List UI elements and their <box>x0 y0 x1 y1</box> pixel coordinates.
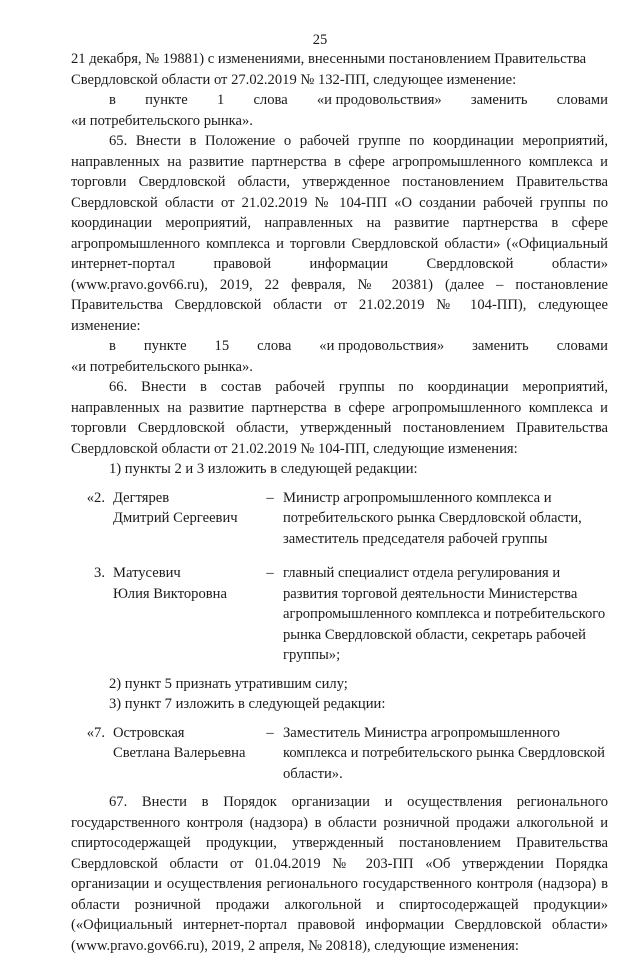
member-dash: – <box>266 565 274 581</box>
member-row <box>71 723 608 785</box>
member-number: «2. <box>86 489 105 506</box>
subitem-2: 2) пункт 5 признать утратившим силу; <box>109 675 348 692</box>
item65-change-end: «и потребительского рынка». <box>71 358 253 375</box>
member-name: Дегтярев Дмитрий Сергеевич <box>113 489 238 526</box>
subitem-3: 3) пункт 7 изложить в следующей редакции: <box>109 696 386 712</box>
member-number: 3. <box>94 565 105 581</box>
member-position: главный специалист отдела регулирования и развития торговой деятельности Министерства агропромышленного комплекса и потребительского рынка Свердловской области, секретарь рабочей группы»; <box>283 565 606 663</box>
member-name: Матусевич Юлия Викторовна <box>113 565 227 602</box>
member-position: Заместитель Министра агропромышленного комплекса и потребительского рынка Свердловской области». <box>283 724 605 782</box>
members-table <box>71 488 608 666</box>
subitem-1: 1) пункты 2 и 3 изложить в следующей редакции: <box>109 461 418 477</box>
member-dash: – <box>266 489 274 506</box>
intro-change-line: в пункте 1 слова «и продовольствия» заменить словами <box>109 92 608 108</box>
member-number: «7. <box>86 724 105 741</box>
intro-line-1: 21 декабря, № 19881) с изменениями, внесенными постановлением Правительства <box>71 51 587 67</box>
member-row <box>71 488 608 550</box>
document-body <box>71 49 608 956</box>
paragraph-66: 66. Внести в состав рабочей группы по координации мероприятий, направленных на развитие партнерства в сфере агропромышленного комплекса и торговли Свердловской области, утвержденный постановлением Правительства Свердловской области от 21.02.2019 № 104-ПП, следующие изменения: <box>71 379 608 457</box>
member-row <box>71 563 608 666</box>
page-number: 25 <box>312 32 328 48</box>
intro-change-end: «и потребительского рынка». <box>71 112 253 129</box>
member-name: Островская Светлана Валерьевна <box>113 724 246 761</box>
intro-line-2: Свердловской области от 27.02.2019 № 132-ПП, следующее изменение: <box>71 71 517 88</box>
member-position: Министр агропромышленного комплекса и потребительского рынка Свердловской области, заместитель председателя рабочей группы <box>283 489 582 547</box>
item65-change-line: в пункте 15 слова «и продовольствия» заменить словами <box>109 338 608 354</box>
paragraph-65: 65. Внести в Положение о рабочей группе по координации мероприятий, направленных на развитие партнерства в сфере агропромышленного комплекса и торговли Свердловской области, утвержденное постановлением Правительства Свердловской области от 21.02.2019 № 104-ПП «О создании рабочей группы по координации мероприятий, направленных на развитие партнерства в сфере агропромышленного комплекса и торговли Свердловской области» («Официальный интернет-портал правовой информации Свердловской области» (www.pravo.gov66.ru), 2019, 22 февраля, № 20381) (далее – постановление Правительства Свердловской области от 21.02.2019 № 104-ПП), следующее изменение: <box>71 133 608 334</box>
paragraph-67: 67. Внести в Порядок организации и осуществления регионального государственного контроля (надзора) в области розничной продажи алкогольной и спиртосодержащей продукции, утвержденный постановлением Правительства Свердловской области от 01.04.2019 № 203-ПП «Об утверждении Порядка организации и осуществления регионального государственного контроля (надзора) в области розничной продажи алкогольной и спиртосодержащей продукции» («Официальный интернет-портал правовой информации Свердловской области» (www.pravo.gov66.ru), 2019, 2 апреля, № 20818), следующие изменения: <box>71 794 608 954</box>
member-dash: – <box>266 724 274 741</box>
